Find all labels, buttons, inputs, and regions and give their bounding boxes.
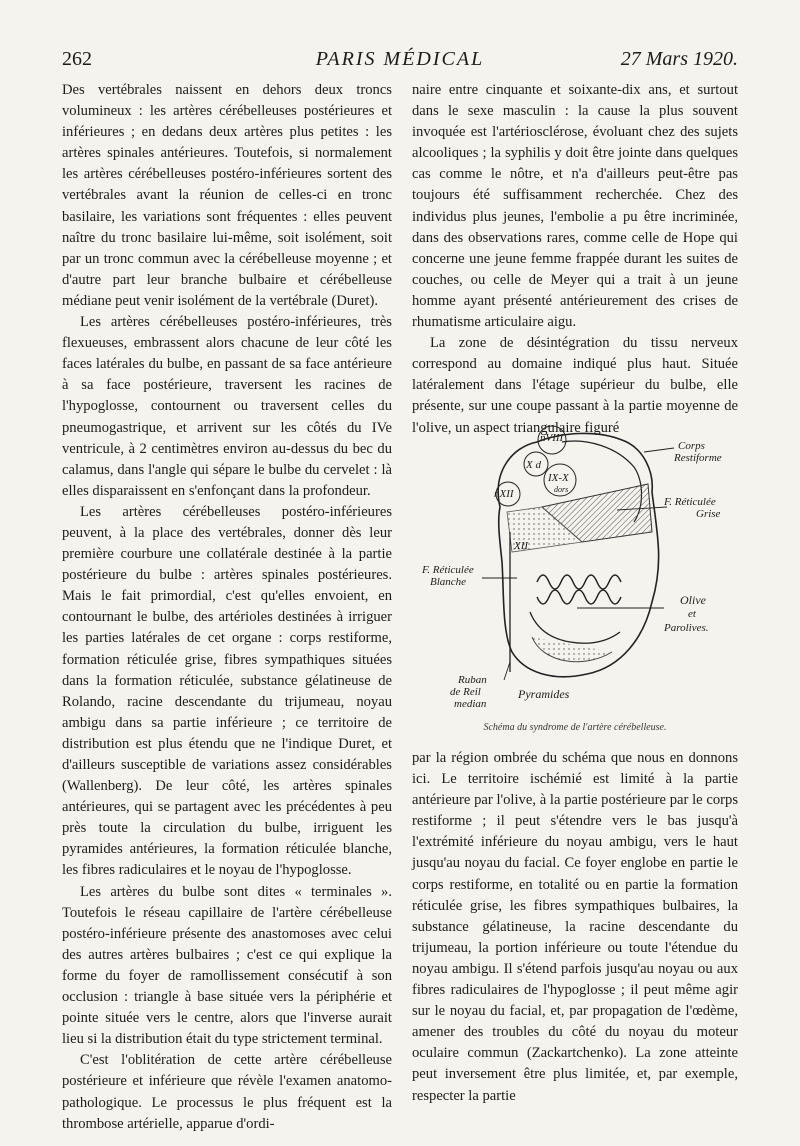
page-header <box>62 48 738 74</box>
paragraph: Des vertébrales naissent en dehors deux troncs volumineux : les artères cérébelleuses postérieures et inférieures ; en dedans deux artères plus petites : les artères spinales antérieures. Toutefois, si normalement les artères cérébelleuses postéro-inférieures sortent des vertébrales avant la réunion de celles-ci en tronc basilaire, les variations sont fréquentes : elles peuvent naître du tronc basilaire lui-même, soit isolément, soit par un tronc commun avec la cérébelleuse moyenne ; et d'autre part leur branche bulbaire et cérébelleuse médiane peut venir isolément de la vertébrale (Duret). <box>62 82 392 309</box>
paragraph: Les artères du bulbe sont dites « terminales ». Toutefois le réseau capillaire de l'artère cérébelleuse postéro-inférieure présente des anastomoses avec celui des autres artères bulbaires ; c'est ce qui explique la forme du foyer de ramollissement consécutif à son occlusion : triangle à base située vers la périphérie et pointe située vers le centre, alors que l'inverse aurait lieu si la distribution était du type strictement terminal. <box>62 883 392 1048</box>
bulb-outline <box>498 433 658 676</box>
label-nviii: nVIII <box>540 432 564 444</box>
leader-corps <box>644 448 674 452</box>
leader-ruban <box>504 662 510 680</box>
left-column <box>62 80 392 1135</box>
bulb-schematic-figure <box>412 412 738 738</box>
label-et: et <box>688 608 696 620</box>
label-corps: Corps <box>678 440 705 452</box>
label-dors: dors <box>554 485 569 494</box>
label-reticulee-blanche-2: Blanche <box>430 576 467 588</box>
label-olive: Olive <box>680 593 706 607</box>
right-column-top <box>412 80 738 439</box>
journal-title: PARIS MÉDICAL <box>315 48 485 70</box>
paragraph: La zone de désintégration du tissu nerveux correspond au domaine indiqué plus haut. Située latéralement dans l'étage supérieur du bulbe, elle présente, sur une coupe passant à la partie moyenne de l'olive, un aspect triangulaire figuré <box>412 335 738 436</box>
pyramid-region <box>532 637 612 662</box>
label-ix-x: IX-X <box>548 472 569 484</box>
label-reticulee-grise-2: Grise <box>696 508 721 520</box>
paragraph: naire entre cinquante et soixante-dix ans, et surtout dans le sexe masculin : la cause la plus souvent invoquée est l'artériosclérose, évoluant chez des sujets alcooliques ; la syphilis y doit être jointe dans quelques cas comme le nôtre, et n'a d'ailleurs peut-être pas toujours été suffisamment recherchée. Chez des individus plus jeunes, l'embolie a pu être incriminée, dans des observations rares, comme celle de Hope qui concerne une jeune femme frappée durant les suites de couches, ou celle de Meyer qui a trait à un jeune homme ayant présenté antérieurement des crises de rhumatisme articulaire aigu. <box>412 82 738 331</box>
label-ruban-3: median <box>454 698 487 710</box>
label-pyramides: Pyramides <box>518 687 570 701</box>
paragraph: Les artères cérébelleuses postéro-inférieures peuvent, à la place des vertébrales, donner dès leur première courbure une collatérale destinée à la partie postérieure du bulbe : artères spinales postérieures. Mais le fait primordial, c'est qu'elles envoient, en contournant le bulbe, des artérioles destinées à irriguer les parties latérales de cet organe : corps restiforme, formation réticulée grise, fibres sympathiques situées dans la formation réticulée, substance gélatineuse de Rolando, racine descendante du trijumeau, noyau ambigu dans sa partie inférieure ; ce territoire de distribution est plus étendu que ne l'indique Duret, et d'ailleurs susceptible de variations assez considérables (Wallenberg). De leur côté, les artères spinales antérieures, qui se partagent avec les précédentes à peu près toute la circulation du bulbe, irriguent les pyramides antérieures, la formation réticulée blanche, les fibres radiculaires et le noyau de l'hypoglosse. <box>62 503 392 879</box>
label-xd: X d <box>526 459 541 471</box>
label-reticulee-grise-1: F. Réticulée <box>664 496 716 508</box>
paragraph: C'est l'oblitération de cette artère cérébelleuse postérieure et inférieure que révèle l'examen anatomo-pathologique. Le processus le plus fréquent est la thrombose artérielle, apparue d'ordi- <box>62 1052 392 1132</box>
label-ruban-1: Ruban <box>458 674 487 686</box>
label-restiforme: Restiforme <box>674 452 722 464</box>
issue-date: 27 Mars 1920. <box>620 48 738 70</box>
paragraph: Les artères cérébelleuses postéro-inférieures, très flexueuses, embrassent alors chacune de leur côté les faces latérales du bulbe, en passant de sa face antérieure à sa face postérieure, traversent les racines de l'hypoglosse, contournent ou traversent celles du pneumogastrique, et arrivent sur les côtés du IVe ventricule, à 2 centimètres environ au-dessus du bec du calamus, dans l'angle qui sépare le bulbe du cervelet : là elles disparaissent en s'enfonçant dans la profondeur. <box>62 314 392 499</box>
label-nxii: nXII <box>494 488 514 500</box>
right-column-bottom <box>412 748 738 1107</box>
paragraph: par la région ombrée du schéma que nous en donnons ici. Le territoire ischémié est limité à la partie antérieure par l'olive, à la partie postérieure par le corps restiforme ; il peut s'étendre vers le bas jusqu'à l'extrémité inférieure du noyau ambigu, vers le haut jusqu'au noyau du facial. Ce foyer englobe en partie le corps restiforme, en totalité ou en partie la formation réticulée grise, les fibres sympathiques bulbaires, la substance gélatineuse, la racine descendante du trijumeau, la portion inférieure ou toute l'étendue du noyau ambigu. Il s'étend parfois jusqu'au noyau ou aux fibres radiculaires de l'hypoglosse ; il peut même agir sur le noyau du facial, et, par propagation de l'œdème, amener des troubles du côté du noyau du moteur oculaire commun (Zackartchenko). La zone atteinte peut inversement être plus limitée, et, par exemple, respecter la partie <box>412 750 738 1104</box>
parolive-shape <box>530 612 620 643</box>
figure-caption: Schéma du syndrome de l'artère cérébelleuse. <box>483 722 667 733</box>
label-xii: XII <box>514 540 529 552</box>
olive-shape <box>537 575 621 604</box>
label-ruban-2: de Reil <box>450 686 481 698</box>
page-number: 262 <box>62 48 92 70</box>
label-reticulee-blanche-1: F. Réticulée <box>422 564 474 576</box>
label-parolives: Parolives. <box>664 622 709 634</box>
